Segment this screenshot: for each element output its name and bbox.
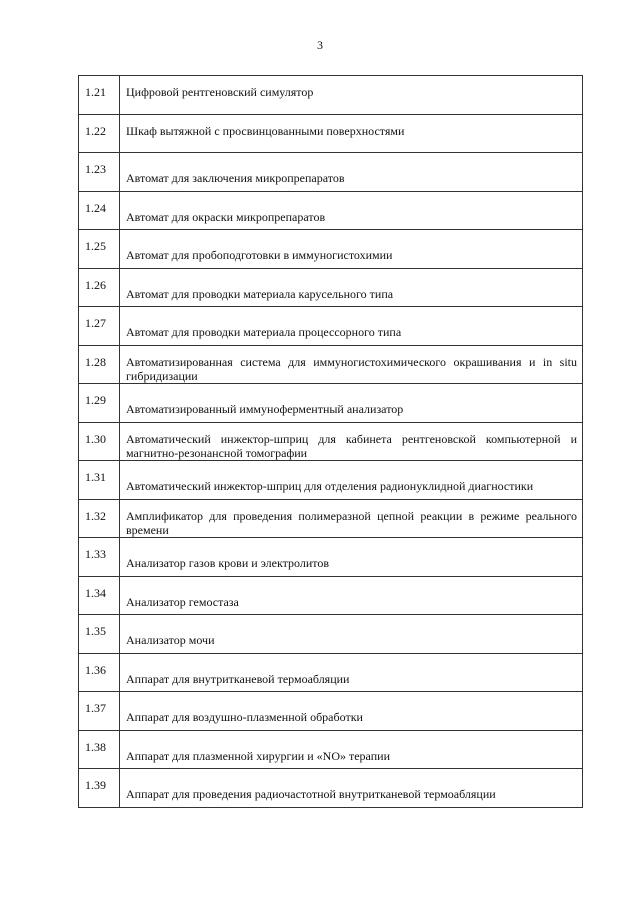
table-row <box>79 422 583 461</box>
table-row <box>79 76 583 115</box>
table-row <box>79 307 583 346</box>
row-description: Автомат для пробоподготовки в иммуногистохимии <box>120 230 583 269</box>
row-number: 1.36 <box>79 653 120 692</box>
table-row <box>79 230 583 269</box>
row-description: Аппарат для проведения радиочастотной внутритканевой термоабляции <box>120 769 583 808</box>
table-row <box>79 653 583 692</box>
page-number: 3 <box>317 38 323 52</box>
row-description: Автоматизированный иммуноферментный анализатор <box>120 384 583 423</box>
row-number: 1.35 <box>79 615 120 654</box>
row-number: 1.29 <box>79 384 120 423</box>
equipment-table <box>78 75 583 808</box>
row-description: Цифровой рентгеновский симулятор <box>120 76 583 115</box>
table-row <box>79 461 583 500</box>
row-number: 1.25 <box>79 230 120 269</box>
table-row <box>79 769 583 808</box>
row-description: Шкаф вытяжной с просвинцованными поверхностями <box>120 114 583 153</box>
row-number: 1.39 <box>79 769 120 808</box>
table-row <box>79 114 583 153</box>
row-number: 1.31 <box>79 461 120 500</box>
table-row <box>79 384 583 423</box>
table-row <box>79 153 583 192</box>
row-description: Автоматизированная система для иммуногистохимического окрашивания и in situ гибридизации <box>120 345 583 384</box>
table-row <box>79 730 583 769</box>
table-row <box>79 538 583 577</box>
row-number: 1.37 <box>79 692 120 731</box>
row-description: Автоматический инжектор-шприц для отделения радионуклидной диагностики <box>120 461 583 500</box>
row-number: 1.26 <box>79 268 120 307</box>
row-number: 1.33 <box>79 538 120 577</box>
row-number: 1.30 <box>79 422 120 461</box>
row-number: 1.27 <box>79 307 120 346</box>
row-description: Автоматический инжектор-шприц для кабинета рентгеновской компьютерной и магнитно-резонансной томографии <box>120 422 583 461</box>
table-row <box>79 576 583 615</box>
table-row <box>79 345 583 384</box>
table-row <box>79 615 583 654</box>
row-description: Анализатор мочи <box>120 615 583 654</box>
row-description: Автомат для окраски микропрепаратов <box>120 191 583 230</box>
row-description: Анализатор гемостаза <box>120 576 583 615</box>
row-number: 1.34 <box>79 576 120 615</box>
row-description: Автомат для заключения микропрепаратов <box>120 153 583 192</box>
row-number: 1.24 <box>79 191 120 230</box>
row-number: 1.38 <box>79 730 120 769</box>
row-number: 1.32 <box>79 499 120 538</box>
table-row <box>79 499 583 538</box>
row-description: Амплификатор для проведения полимеразной цепной реакции в режиме реального времени <box>120 499 583 538</box>
row-number: 1.23 <box>79 153 120 192</box>
row-description: Анализатор газов крови и электролитов <box>120 538 583 577</box>
table-row <box>79 692 583 731</box>
row-description: Автомат для проводки материала карусельного типа <box>120 268 583 307</box>
table-row <box>79 191 583 230</box>
row-description: Аппарат для воздушно-плазменной обработки <box>120 692 583 731</box>
row-description: Аппарат для плазменной хирургии и «NO» терапии <box>120 730 583 769</box>
row-number: 1.21 <box>79 76 120 115</box>
table-row <box>79 268 583 307</box>
row-description: Аппарат для внутритканевой термоабляции <box>120 653 583 692</box>
row-number: 1.28 <box>79 345 120 384</box>
row-description: Автомат для проводки материала процессорного типа <box>120 307 583 346</box>
row-number: 1.22 <box>79 114 120 153</box>
